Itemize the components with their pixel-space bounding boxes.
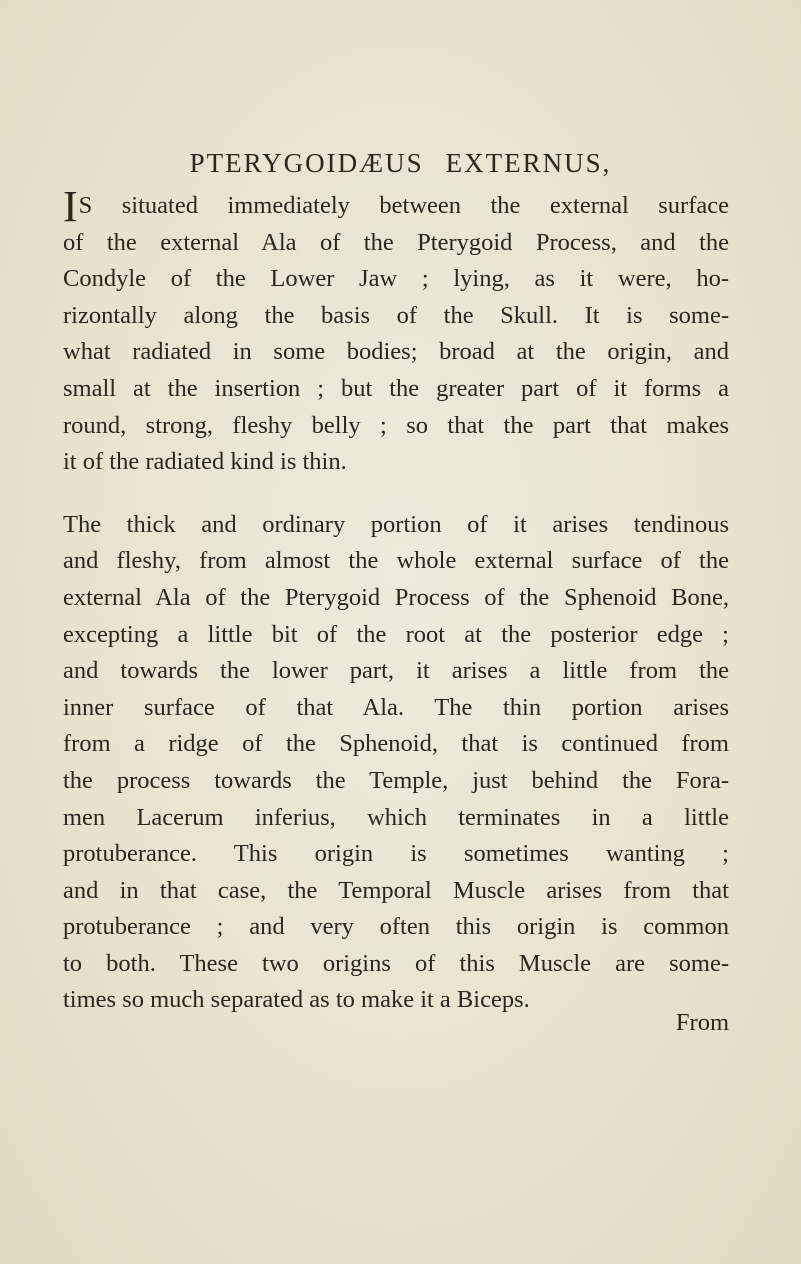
heading-second: EXTERNUS, [445, 148, 612, 178]
text-line: times so much separated as to make it a Biceps. [63, 986, 530, 1014]
text-line: and fleshy, from almost the whole external surface of the [63, 547, 729, 575]
paragraph-2 [63, 507, 729, 1019]
text-line: it of the radiated kind is thin. [63, 448, 347, 476]
heading-main: PTERYGOIDÆUS [189, 148, 424, 178]
text-line: and in that case, the Temporal Muscle arises from that [63, 876, 729, 904]
text-line: external Ala of the Pterygoid Process of the Sphenoid Bone, [63, 583, 729, 611]
text-line: from a ridge of the Sphenoid, that is continued from [63, 730, 729, 758]
text-line: IS situated immediately between the external surface [63, 181, 729, 231]
text-line: rizontally along the basis of the Skull. It is some- [63, 301, 729, 329]
text-line: The thick and ordinary portion of it arises tendinous [63, 510, 729, 538]
text-line: protuberance. This origin is sometimes wanting ; [63, 840, 729, 868]
page-heading [0, 148, 801, 179]
catchword: From [675, 1009, 729, 1036]
text-line: to both. These two origins of this Muscle are some- [63, 949, 729, 977]
text-line: excepting a little bit of the root at the posterior edge ; [63, 620, 729, 648]
paragraph-1 [63, 181, 729, 481]
text-line: men Lacerum inferius, which terminates in a little [63, 803, 729, 831]
text-line: what radiated in some bodies; broad at the origin, and [63, 338, 729, 366]
text-line: Condyle of the Lower Jaw ; lying, as it were, ho- [63, 265, 729, 293]
text-body [63, 181, 729, 1019]
text-line: protuberance ; and very often this origin is common [63, 913, 729, 941]
text-line: round, strong, fleshy belly ; so that the part that makes [63, 411, 729, 439]
text-line: small at the insertion ; but the greater part of it forms a [63, 374, 729, 402]
text-line: of the external Ala of the Pterygoid Process, and the [63, 228, 729, 256]
text-line: the process towards the Temple, just behind the Fora- [63, 766, 729, 794]
text-line: inner surface of that Ala. The thin portion arises [63, 693, 729, 721]
text-line: and towards the lower part, it arises a little from the [63, 657, 729, 685]
drop-cap: I [63, 181, 78, 231]
